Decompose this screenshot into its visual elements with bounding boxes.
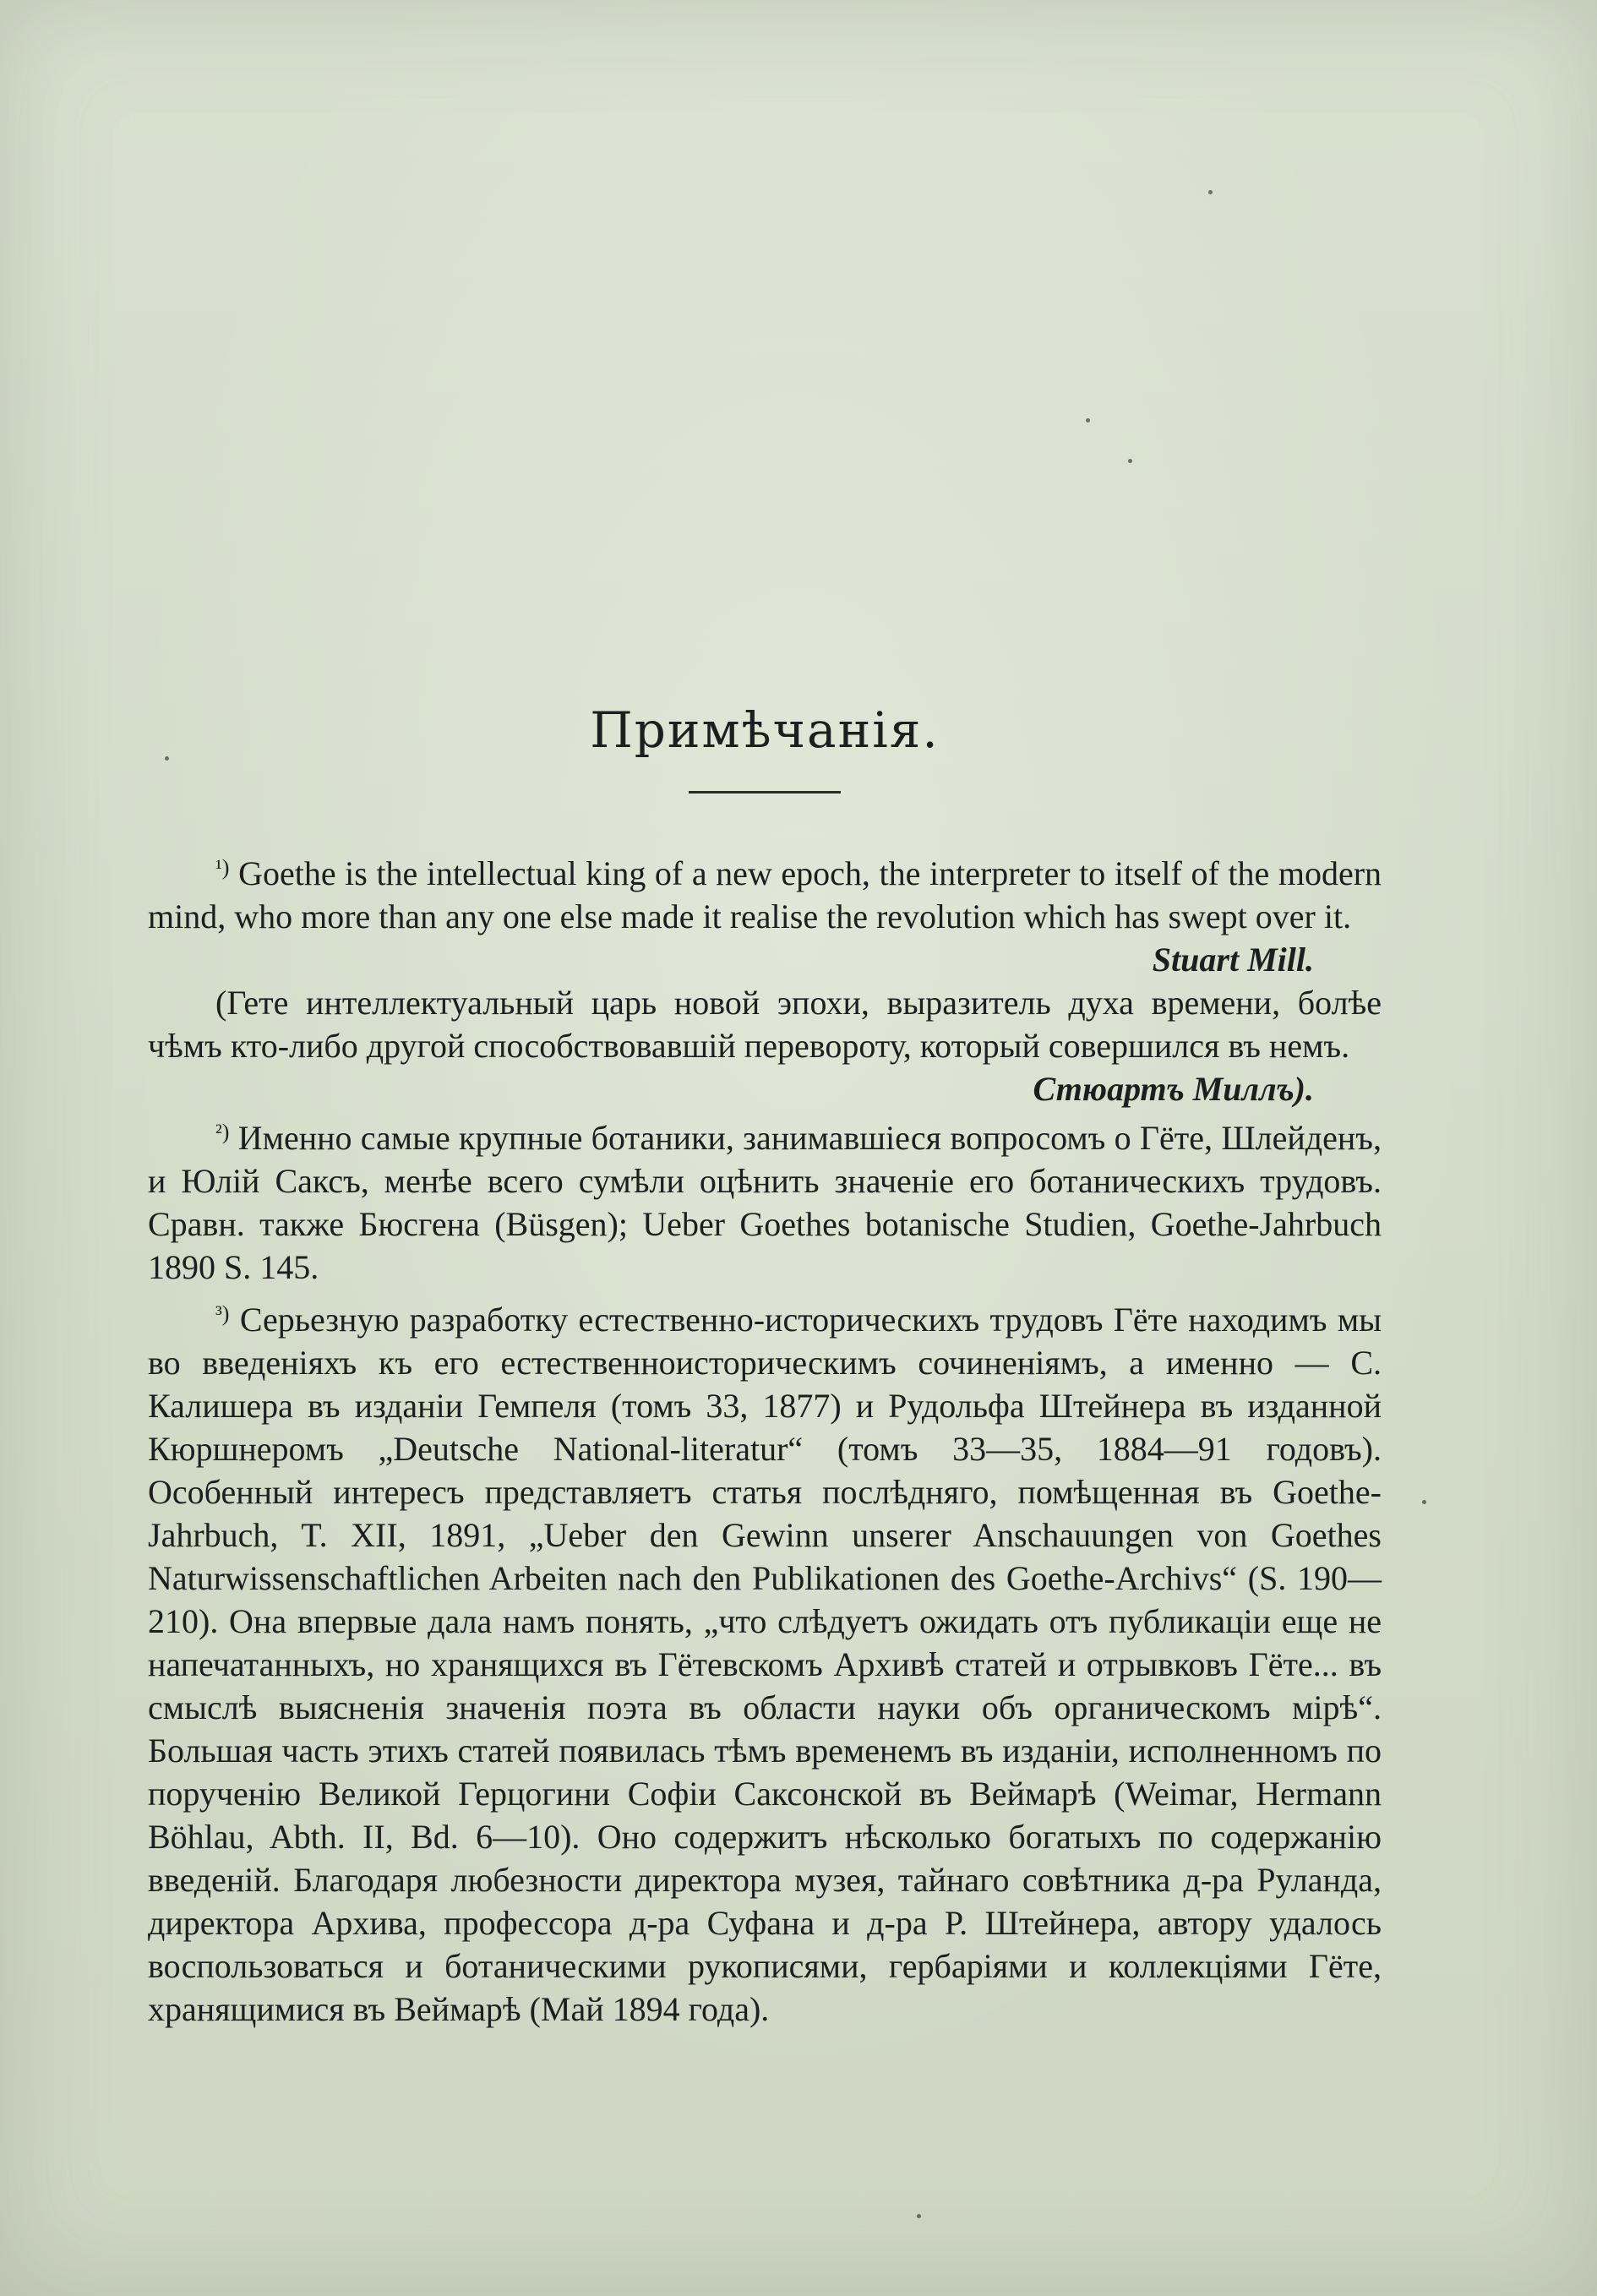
note-1-english: [148, 846, 1382, 979]
ink-speck: [1086, 418, 1090, 423]
note-1-english-text: Goethe is the intellectual king of a new epoch, the interpreter to itself of the modern mind, who more than any one else made it realise the revolution which has swept over it.: [148, 854, 1382, 935]
page-title: Примѣчанія.: [590, 701, 940, 759]
ink-speck: [917, 2214, 921, 2218]
note-1-russian-author: Стюартъ Миллъ).: [1033, 1070, 1314, 1108]
ink-speck: [1208, 190, 1213, 194]
note-1-russian-text: (Гете интеллектуальный царь новой эпохи, выразитель духа времени, болѣе чѣмъ кто-либо другой способствовавшій перевороту, который совершился въ немъ.: [148, 984, 1382, 1065]
note-3: [148, 1292, 1382, 2031]
notes-section: [148, 701, 1382, 2034]
note-1-english-author: Stuart Mill.: [1152, 941, 1314, 979]
note-2-text: Именно самые крупные ботаники, занимавшіеся вопросомъ о Гёте, Шлейденъ, и Юлій Саксъ, менѣе всего сумѣли оцѣнить значеніе его ботаническихъ трудовъ. Сравн. также Бюсгена (Büsgen); Ueber Goethes botanische Studien, Goethe-Jahrbuch 1890 S. 145.: [148, 1119, 1382, 1286]
note-3-text: Серьезную разработку естественно-историческихъ трудовъ Гёте находимъ мы во введеніяхъ къ его естественноисторическимъ сочиненіямъ, а именно — С. Калишера въ изданіи Гемпеля (томъ 33, 1877) и Рудольфа Штейнера въ изданной Кюршнеромъ „Deutsche National-literatur“ (томъ 33—35, 1884—91 годовъ). Особенный интересъ представляетъ статья послѣдняго, помѣщенная въ Goethe-Jahrbuch, T. XII, 1891, „Ueber den Gewinn unserer Anschauungen von Goethes Naturwissenschaftlichen Arbeiten nach den Publikationen des Goethe-Archivs“ (S. 190—210). Она впервые дала намъ понять, „что слѣдуетъ ожидать отъ публикаціи еще не напечатанныхъ, но хранящихся въ Гётевскомъ Архивѣ статей и отрывковъ Гёте... въ смыслѣ выясненія значенія поэта въ области науки объ органическомъ мірѣ“. Большая часть этихъ статей появилась тѣмъ временемъ въ изданіи, исполненномъ по порученію Великой Герцогини Софіи Саксонской въ Веймарѣ (Weimar, Hermann Böhlau, Abth. II, Bd. 6—10). Оно содержитъ нѣсколько богатыхъ по содержанію введеній. Благодаря любезности директора музея, тайнаго совѣтника д-ра Руланда, директора Архива, профессора д-ра Суфана и д-ра Р. Штейнера, автору удалось воспользоваться и ботаническими рукописями, гербаріями и коллекціями Гёте, хранящимися въ Веймарѣ (Май 1894 года).: [148, 1301, 1382, 2028]
ink-speck: [1128, 459, 1132, 463]
note-marker: ²): [215, 1120, 230, 1144]
note-marker: ³): [215, 1301, 230, 1326]
note-marker: ¹): [215, 855, 230, 880]
ink-speck: [1422, 1500, 1426, 1504]
note-2: [148, 1110, 1382, 1289]
note-1-russian: [148, 981, 1382, 1108]
title-divider: [689, 791, 841, 794]
